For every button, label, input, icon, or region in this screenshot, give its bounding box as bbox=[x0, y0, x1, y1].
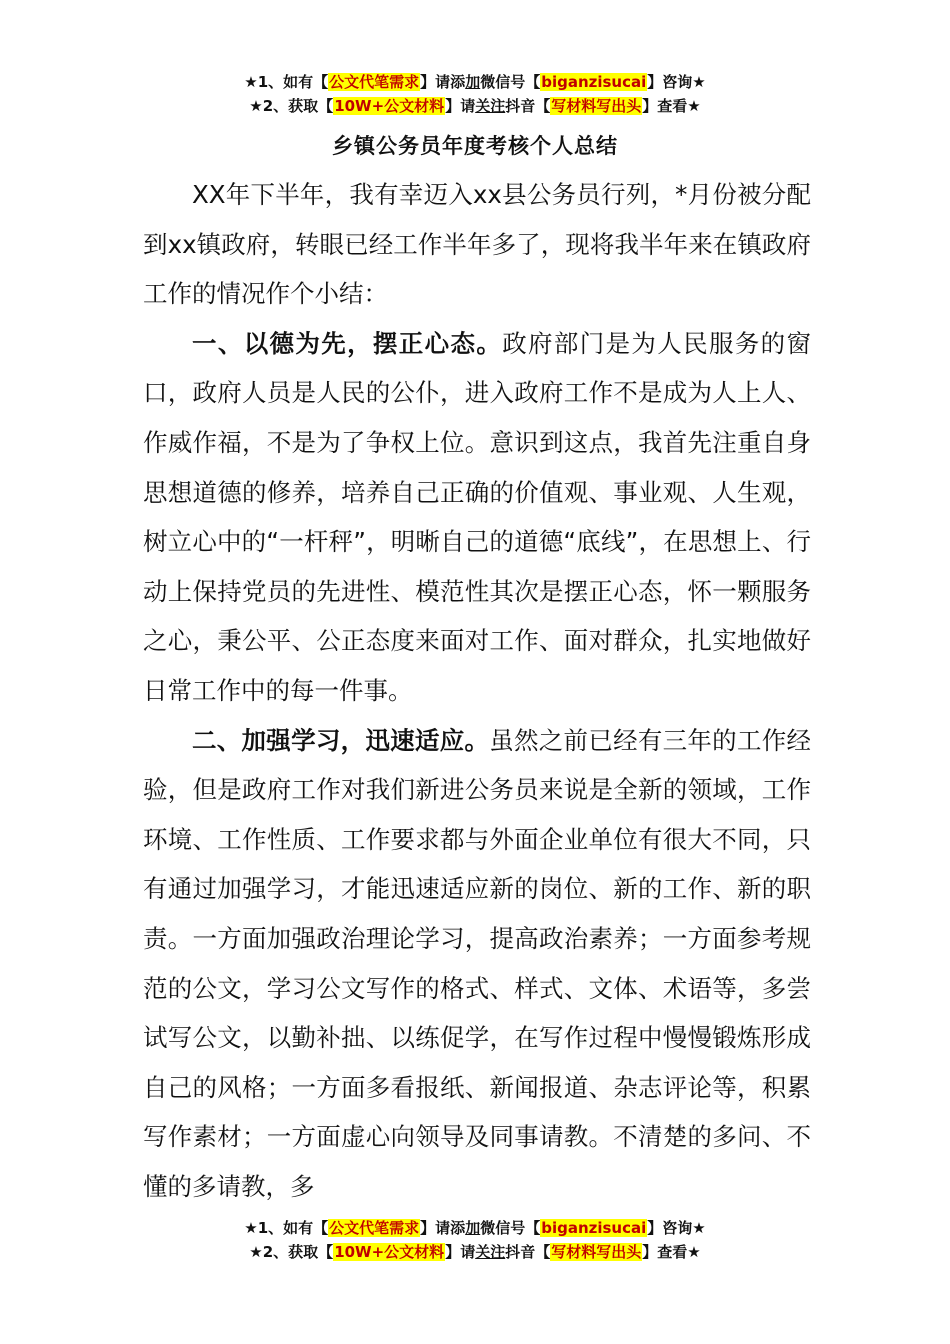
promo-text: 】请 bbox=[445, 1243, 476, 1261]
promo-text: 】请添 bbox=[420, 1219, 466, 1237]
promo-text: ★2、获取【 bbox=[249, 97, 334, 115]
promo-text: ★1、如有【 bbox=[244, 73, 329, 91]
promo-text: ★1、如有【 bbox=[244, 1219, 329, 1237]
douyin-id-highlight: 写材料写出头 bbox=[551, 1243, 642, 1261]
promo-highlight: 公文代笔需求 bbox=[329, 73, 420, 91]
douyin-id-highlight: 写材料写出头 bbox=[551, 97, 642, 115]
section-2-heading: 二、加强学习，迅速适应。 bbox=[192, 725, 490, 755]
promo-text: 】请 bbox=[445, 97, 476, 115]
wechat-id-highlight: biganzisucai bbox=[541, 73, 647, 91]
wechat-id-highlight: biganzisucai bbox=[541, 1219, 647, 1237]
promo-text: 】咨询★ bbox=[647, 1219, 706, 1237]
section-1-body: 政府部门是为人民服务的窗口，政府人员是人民的公仆，进入政府工作不是成为人上人、作威作福，不是为了争权上位。意识到这点，我首先注重自身思想道德的修养，培养自己正确的价值观、事业观、人生观，树立心中的“一杆秤”，明晰自己的道德“底线”，在思想上、行动上保持党员的先进性、模范性其次是摆正心态，怀一颗服务之心，秉公平、公正态度来面对工作、面对群众，扎实地做好日常工作中的每一件事。 bbox=[143, 328, 812, 705]
promo-line-1 bbox=[0, 1216, 950, 1240]
document-title: 乡镇公务员年度考核个人总结 bbox=[332, 134, 618, 158]
promo-text: 】咨询★ bbox=[647, 73, 706, 91]
promo-text: 】请添 bbox=[420, 73, 466, 91]
promo-text: ★2、获取【 bbox=[249, 1243, 334, 1261]
document-body bbox=[143, 170, 811, 1211]
promo-line-2 bbox=[0, 94, 950, 118]
intro-paragraph: XX年下半年，我有幸迈入xx县公务员行列，*月份被分配到xx镇政府，转眼已经工作半年多了，现将我半年来在镇政府工作的情况作个小结： bbox=[143, 180, 811, 309]
section-2-paragraph bbox=[143, 716, 811, 1212]
promo-underline: 加 bbox=[465, 1219, 481, 1237]
promo-text: 】查看★ bbox=[642, 97, 701, 115]
promo-banner-top bbox=[0, 70, 950, 118]
promo-highlight: 公文代笔需求 bbox=[329, 1219, 420, 1237]
promo-highlight: 10W+公文材料 bbox=[334, 1243, 445, 1261]
section-2-body: 虽然之前已经有三年的工作经验，但是政府工作对我们新进公务员来说是全新的领域，工作环境、工作性质、工作要求都与外面企业单位有很大不同，只有通过加强学习，才能迅速适应新的岗位、新的工作、新的职责。一方面加强政治理论学习，提高政治素养；一方面参考规范的公文，学习公文写作的格式、样式、文体、术语等，多尝试写公文，以勤补拙、以练促学，在写作过程中慢慢锻炼形成自己的风格；一方面多看报纸、新闻报道、杂志评论等，积累写作素材；一方面虚心向领导及同事请教。不清楚的多问、不懂的多请教，多 bbox=[143, 725, 811, 1201]
promo-text: 微信号【 bbox=[480, 73, 541, 91]
section-1-paragraph bbox=[143, 319, 811, 716]
promo-text: 微信号【 bbox=[480, 1219, 541, 1237]
promo-line-2 bbox=[0, 1240, 950, 1264]
promo-underline: 关注 bbox=[475, 1243, 506, 1261]
promo-banner-bottom bbox=[0, 1216, 950, 1264]
promo-underline: 加 bbox=[465, 73, 481, 91]
promo-text: 】查看★ bbox=[642, 1243, 701, 1261]
promo-text: 抖音【 bbox=[505, 97, 551, 115]
promo-highlight: 10W+公文材料 bbox=[334, 97, 445, 115]
promo-line-1 bbox=[0, 70, 950, 94]
section-1-heading: 一、以德为先，摆正心态。 bbox=[192, 328, 503, 358]
promo-text: 抖音【 bbox=[505, 1243, 551, 1261]
promo-underline: 关注 bbox=[475, 97, 506, 115]
